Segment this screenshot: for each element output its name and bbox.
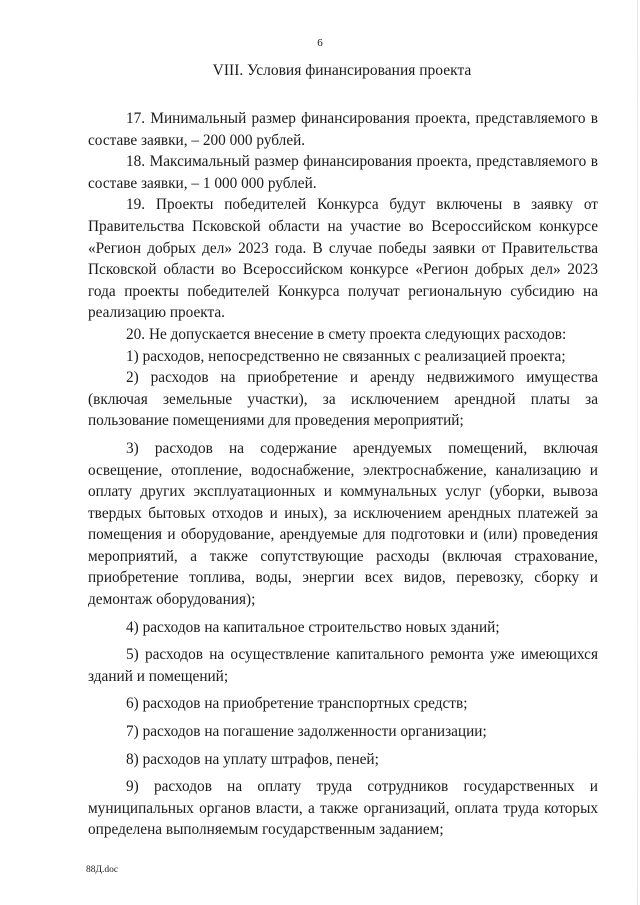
page-number: 6	[317, 37, 323, 49]
list-item-2: 2) расходов на приобретение и аренду недвижимого имущества (включая земельные участки), за исключением арендной платы за пользование помещениями для проведения мероприятий;	[88, 369, 598, 430]
paragraph-17: 17. Минимальный размер финансирования проекта, представляемого в составе заявки, – 200 000 рублей.	[88, 110, 598, 149]
list-item-1: 1) расходов, непосредственно не связанных с реализацией проекта;	[126, 347, 566, 365]
list-item-9: 9) расходов на оплату труда сотрудников государственных и муниципальных органов власти, а также организаций, оплата труда которых определена выполняемым государственным заданием;	[88, 778, 598, 839]
list-item-6: 6) расходов на приобретение транспортных средств;	[126, 695, 468, 713]
scan-edge-shadow	[637, 0, 638, 905]
footer-filename: 88Д.doc	[86, 865, 119, 875]
list-item-8: 8) расходов на уплату штрафов, пеней;	[126, 750, 379, 768]
list-item-4: 4) расходов на капитальное строительство новых зданий;	[126, 618, 500, 636]
paragraph-19: 19. Проекты победителей Конкурса будут включены в заявку от Правительства Псковской области на участие во Всероссийском конкурсе «Регион добрых дел» 2023 года. В случае победы заявки от Правительства Псковской области во Всероссийском конкурсе «Регион добрых дел» 2023 года проекты победителей Конкурса получат региональную субсидию на реализацию проекта.	[88, 196, 598, 322]
list-item-5: 5) расходов на осуществление капитального ремонта уже имеющихся зданий и помещений;	[88, 646, 598, 685]
section-title: VIII. Условия финансирования проекта	[212, 62, 472, 79]
list-item-7: 7) расходов на погашение задолженности организации;	[126, 723, 487, 741]
paragraph-20: 20. Не допускается внесение в смету проекта следующих расходов:	[126, 325, 567, 343]
paragraph-18: 18. Максимальный размер финансирования проекта, представляемого в составе заявки, – 1 000 000 рублей.	[88, 153, 598, 192]
list-item-3: 3) расходов на содержание арендуемых помещений, включая освещение, отопление, водоснабжение, электроснабжение, канализацию и оплату других эксплуатационных и коммунальных услуг (уборки, вывоза твердых бытовых отходов и иных), за исключением арендных платежей за помещения и оборудование, арендуемые для подготовки и (или) проведения мероприятий, а также сопутствующие расходы (включая страхование, приобретение топлива, воды, энергии всех видов, перевозку, сборку и демонтаж оборудования);	[88, 439, 598, 609]
document-body	[88, 108, 598, 841]
